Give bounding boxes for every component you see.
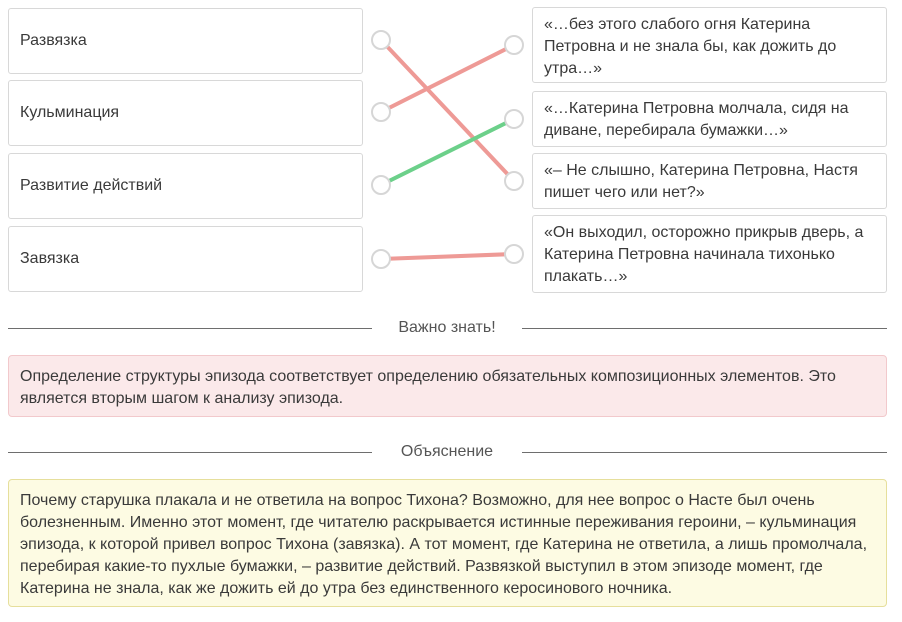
divider-line bbox=[522, 328, 887, 329]
divider-line bbox=[8, 452, 372, 453]
explanation-heading: Объяснение bbox=[400, 443, 494, 460]
divider-line bbox=[522, 452, 887, 453]
right-connector-dot[interactable] bbox=[504, 35, 524, 55]
important-text: Определение структуры эпизода соответствует определению обязательных композиционных элементов. Это является вторым шагом к анализу эпизода. bbox=[20, 368, 836, 407]
explanation-divider bbox=[8, 442, 887, 462]
explanation-text: Почему старушка плакала и не ответила на вопрос Тихона? Возможно, для нее вопрос о Насте был очень болезненным. Именно этот момент, где читателю раскрывается истинные переживания героини, – кульминация эпизода, к которой привел вопрос Тихона (завязка). А тот момент, где Катерина не ответила, а лишь промолчала, перебирая какие-то пухлые бумажки, – развитие действий. Развязкой выступил в этом эпизоде момент, где Катерина не знала, как же дожить ей до утра без единственного керосинового ночника. bbox=[20, 492, 868, 597]
right-item-text: «…без этого слабого огня Катерина Петровна и не знала бы, как дожить до утра…» bbox=[544, 16, 837, 77]
right-connector-dot[interactable] bbox=[504, 171, 524, 191]
divider-line bbox=[8, 328, 372, 329]
left-connector-dot[interactable] bbox=[371, 249, 391, 269]
right-item-text: «Он выходил, осторожно прикрыв дверь, а Катерина Петровна начинала тихонько плакать…» bbox=[544, 224, 864, 285]
connection-line-correct bbox=[381, 119, 514, 185]
right-item-text: «…Катерина Петровна молчала, сидя на диване, перебирала бумажки…» bbox=[544, 100, 849, 139]
left-connector-dot[interactable] bbox=[371, 102, 391, 122]
right-item-text: «– Не слышно, Катерина Петровна, Настя пишет чего или нет?» bbox=[544, 162, 858, 201]
left-item-label: Завязка bbox=[20, 250, 80, 267]
explanation-note bbox=[8, 479, 887, 607]
important-divider bbox=[8, 318, 887, 338]
left-connector-dot[interactable] bbox=[371, 175, 391, 195]
connection-line-wrong bbox=[381, 45, 514, 112]
right-connector-dot[interactable] bbox=[504, 109, 524, 129]
left-item-label: Развитие действий bbox=[20, 177, 163, 194]
important-heading: Важно знать! bbox=[398, 319, 496, 336]
important-note bbox=[8, 355, 887, 417]
left-connector-dot[interactable] bbox=[371, 30, 391, 50]
match-connections bbox=[0, 0, 902, 300]
left-item-label: Развязка bbox=[20, 32, 87, 49]
connection-line-wrong bbox=[381, 40, 514, 181]
left-item-label: Кульминация bbox=[20, 104, 120, 121]
right-connector-dot[interactable] bbox=[504, 244, 524, 264]
connection-line-wrong bbox=[381, 254, 514, 259]
